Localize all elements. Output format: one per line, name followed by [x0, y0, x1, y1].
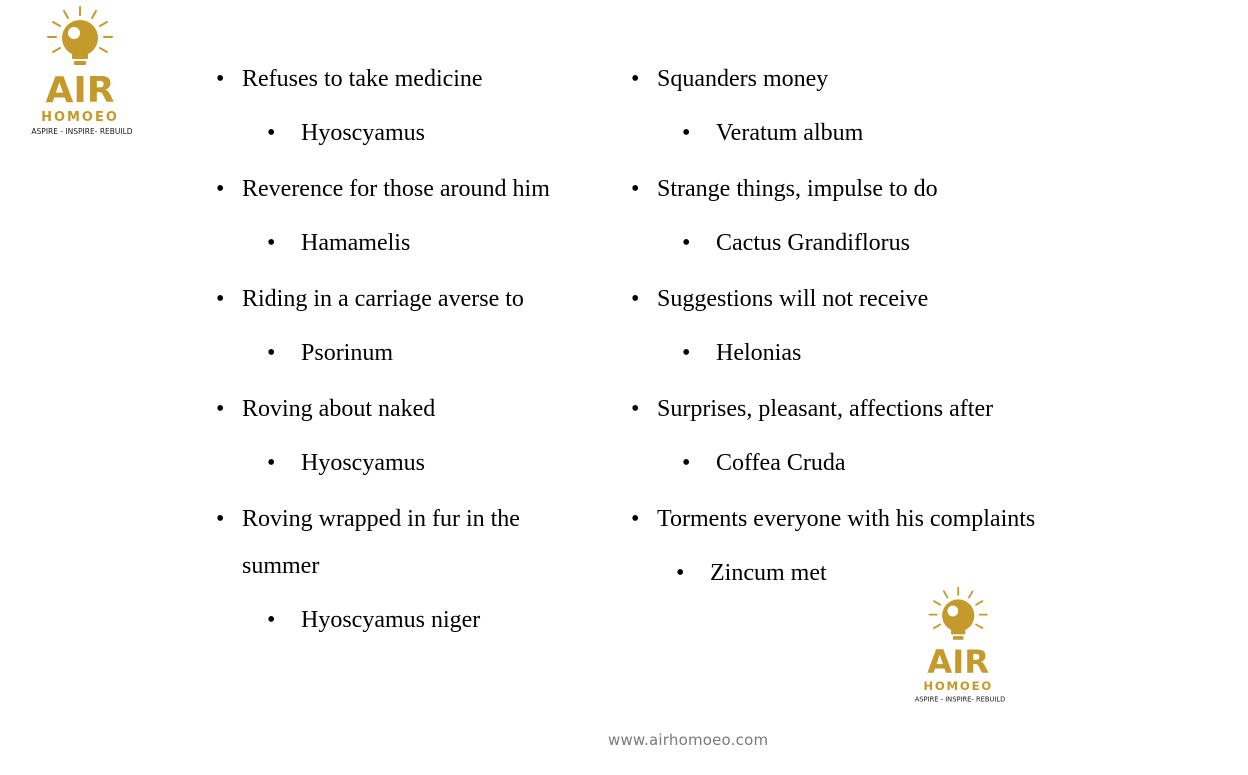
symptom-text: • Surprises, pleasant, affections after	[657, 386, 1057, 433]
remedy-list	[242, 110, 602, 157]
remedy-text: • Helonias	[716, 330, 1057, 377]
footer-website-url: www.airhomoeo.com	[608, 731, 769, 749]
left-column-list	[242, 56, 602, 644]
list-item	[657, 276, 1057, 377]
symptom-text: • Suggestions will not receive	[657, 276, 1057, 323]
list-item	[242, 166, 602, 267]
list-item	[242, 496, 602, 644]
remedy-text: • Hyoscyamus	[301, 110, 602, 157]
remedy-list	[242, 440, 602, 487]
list-item	[657, 496, 1057, 597]
remedy-list	[657, 220, 1057, 267]
right-column-list	[657, 56, 1057, 597]
remedy-list	[657, 330, 1057, 377]
remedy-list	[242, 597, 602, 644]
list-item	[657, 56, 1057, 157]
symptom-text: • Reverence for those around him	[242, 166, 602, 213]
remedy-list	[242, 220, 602, 267]
symptom-text: • Riding in a carriage averse to	[242, 276, 602, 323]
symptom-text: • Strange things, impulse to do	[657, 166, 1057, 213]
symptom-text: • Torments everyone with his complaints	[657, 496, 1057, 543]
remedy-list	[657, 110, 1057, 157]
remedy-text: • Hamamelis	[301, 220, 602, 267]
remedy-text: • Psorinum	[301, 330, 602, 377]
logo-main-text: AIR	[927, 642, 990, 681]
remedy-list	[657, 440, 1057, 487]
bulb-icon	[942, 599, 974, 639]
air-homoeo-logo-top	[24, 4, 140, 140]
list-item	[657, 166, 1057, 267]
remedy-text: • Veratum album	[716, 110, 1057, 157]
bulb-icon	[62, 20, 98, 65]
remedy-text: • Coffea Cruda	[716, 440, 1057, 487]
list-item	[657, 386, 1057, 487]
remedy-text: • Hyoscyamus	[301, 440, 602, 487]
remedy-text: • Cactus Grandiflorus	[716, 220, 1057, 267]
logo-sub-text: HOMOEO	[923, 678, 994, 693]
symptom-text: • Roving wrapped in fur in the summer	[242, 496, 602, 590]
symptom-text: • Roving about naked	[242, 386, 602, 433]
symptom-text: • Refuses to take medicine	[242, 56, 602, 103]
list-item	[242, 276, 602, 377]
air-homoeo-logo-bottom	[908, 584, 1012, 708]
logo-main-text: AIR	[45, 70, 115, 111]
remedy-list	[242, 330, 602, 377]
logo-tagline-text: ASPIRE - INSPIRE- REBUILD	[914, 695, 1006, 704]
logo-sub-text: HOMOEO	[41, 110, 119, 125]
symptom-text: • Squanders money	[657, 56, 1057, 103]
list-item	[242, 386, 602, 487]
list-item	[242, 56, 602, 157]
logo-tagline-text: ASPIRE - INSPIRE- REBUILD	[31, 127, 133, 136]
remedy-text: • Hyoscyamus niger	[301, 597, 602, 644]
remedy-text: • Zincum met	[710, 550, 1057, 597]
